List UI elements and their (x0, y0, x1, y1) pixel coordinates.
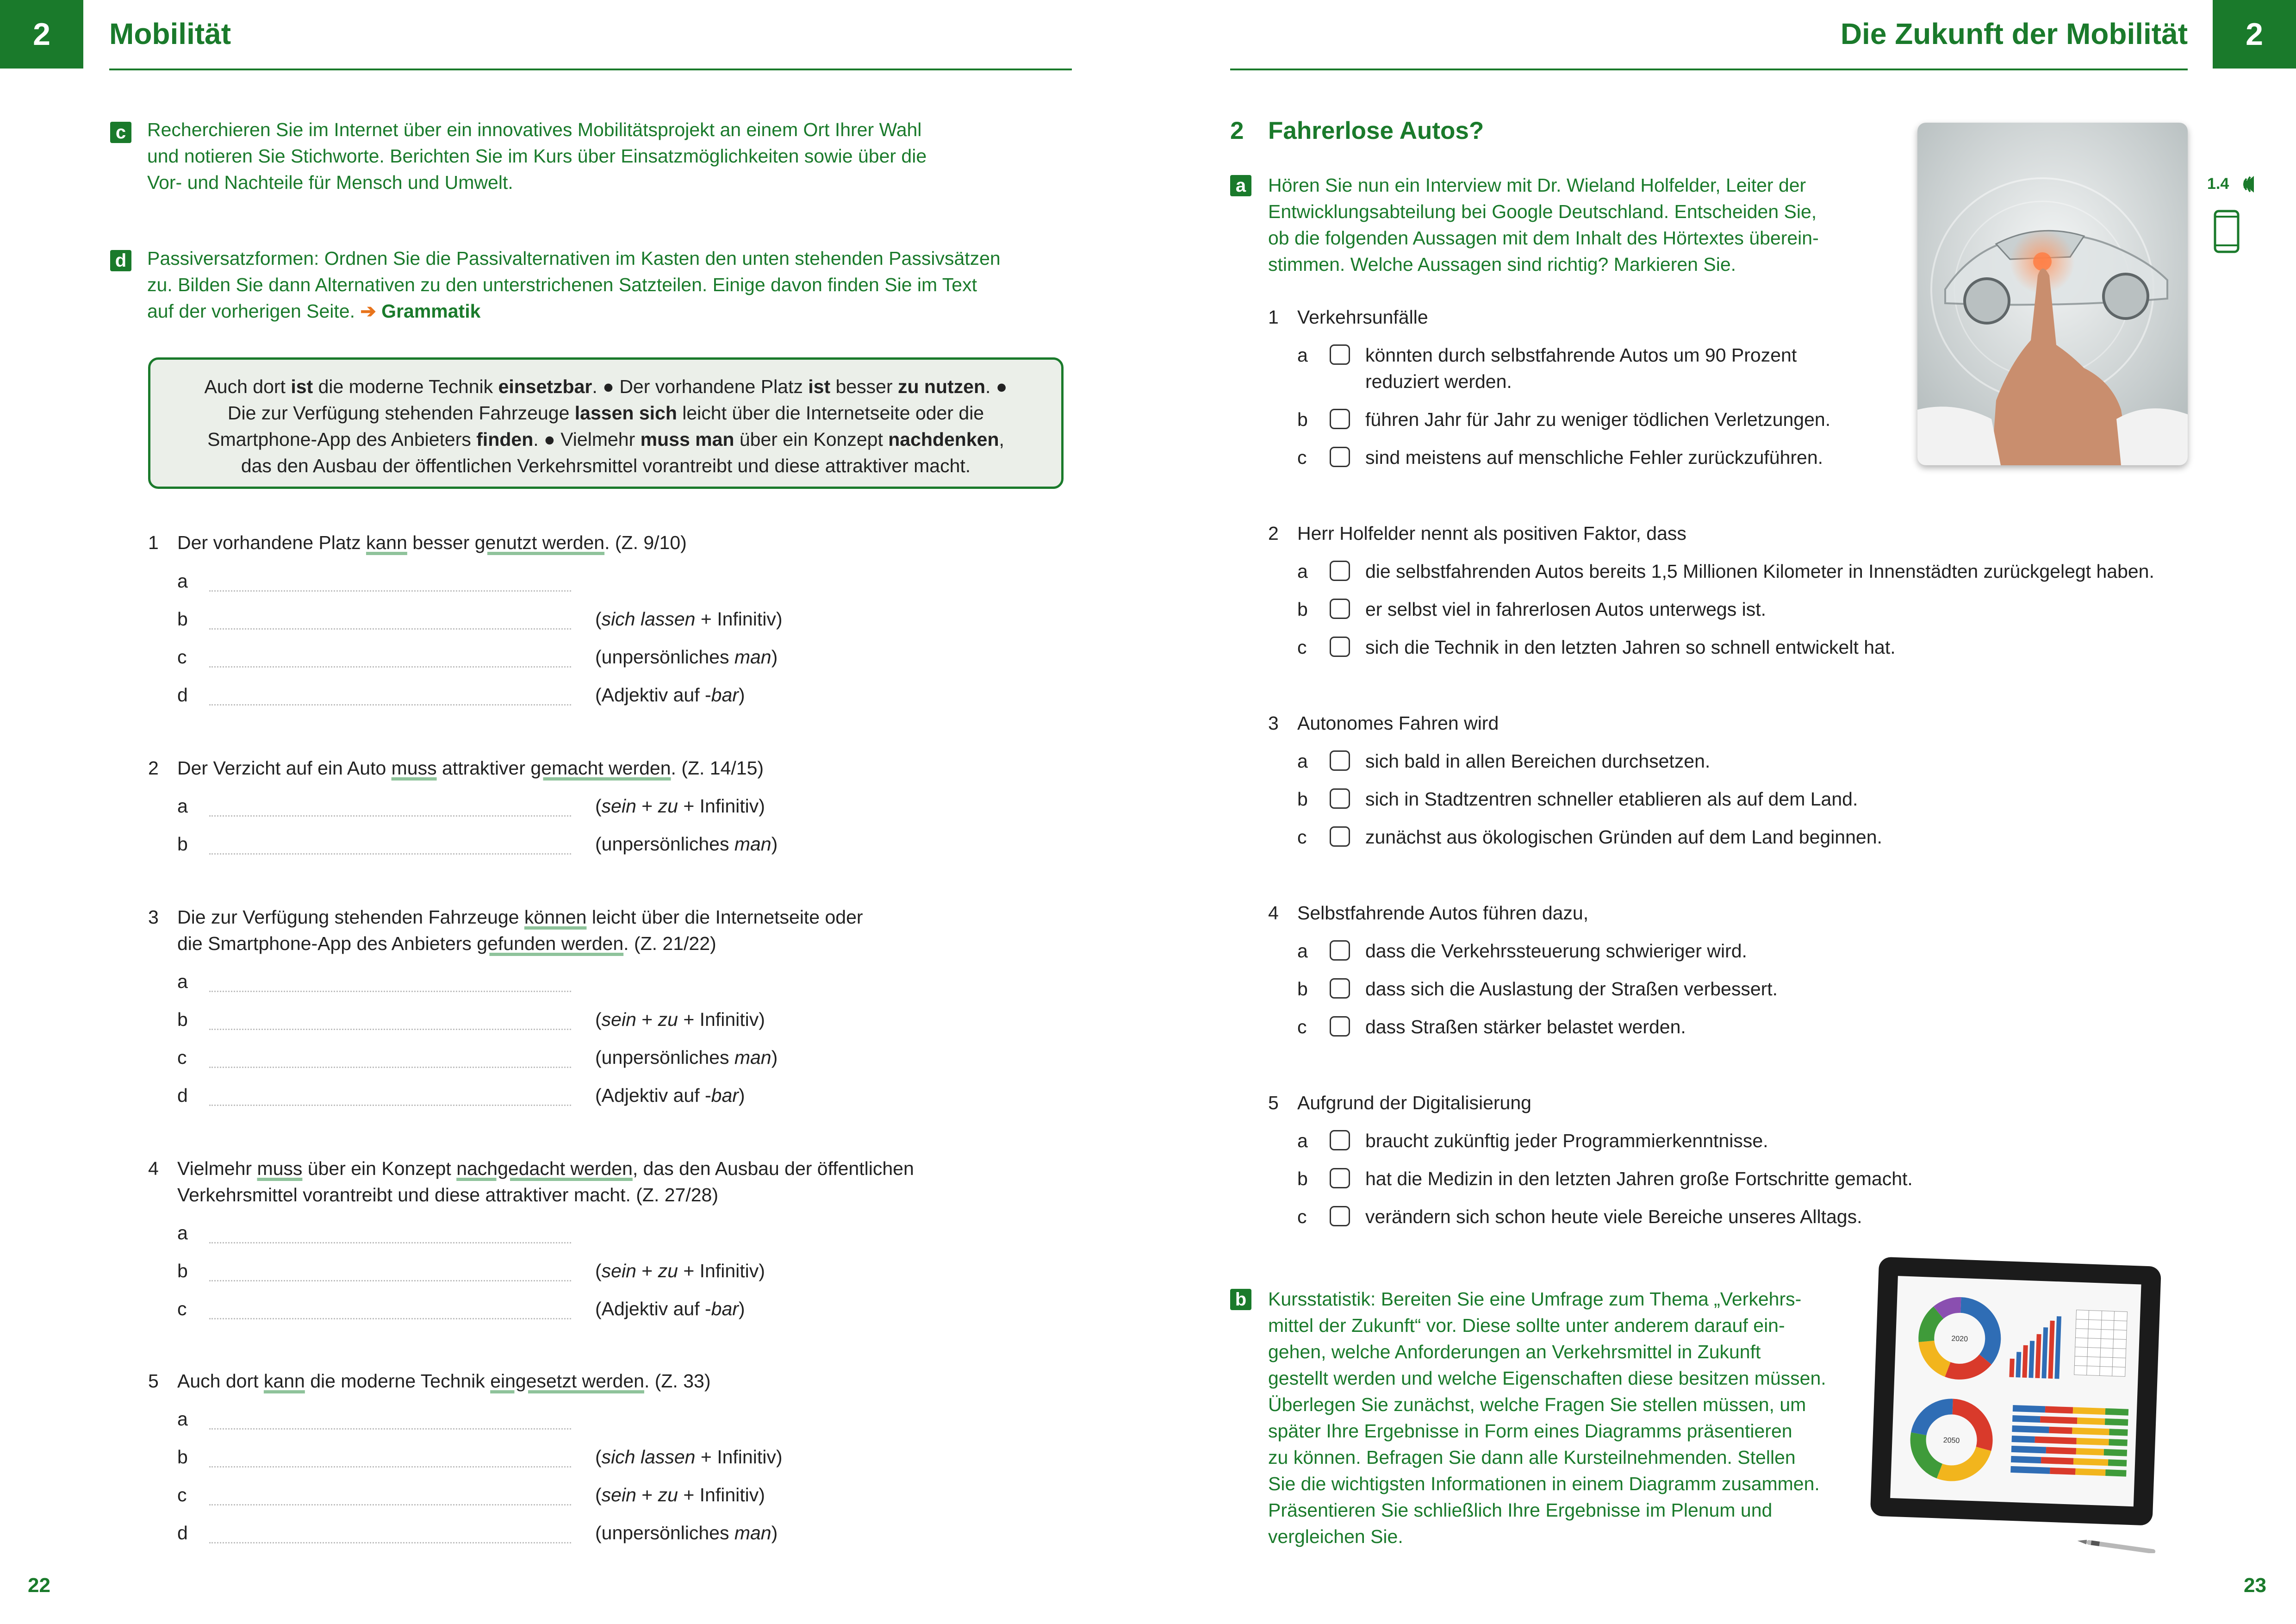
option-letter: a (1297, 940, 1308, 962)
row-letter: a (177, 1222, 188, 1243)
hologram-car-photo (1917, 123, 2188, 465)
arrow-right-icon: ➔ (360, 300, 376, 322)
speaker-icon[interactable] (2240, 172, 2268, 199)
option-text: er selbst viel in fahrerlosen Autos unterwegs ist. (1365, 599, 1766, 620)
checkbox[interactable] (1330, 599, 1350, 619)
exercise-sentence: Der Verzicht auf ein Auto muss attraktiver gemacht werden. (Z. 14/15) (177, 757, 764, 779)
answer-line[interactable] (209, 1428, 571, 1430)
checkbox[interactable] (1330, 561, 1350, 581)
hint: (sein + zu + Infinitiv) (595, 1484, 765, 1505)
hint: (unpersönliches man) (595, 833, 778, 855)
hint: (unpersönliches man) (595, 1522, 778, 1543)
checkbox[interactable] (1330, 750, 1350, 771)
task-d-text: Passiversatzformen: Ordnen Sie die Passivalternativen im Kasten den unten stehenden Passivsätzen zu. Bilden Sie dann Alternativen zu den unterstrichenen Satzteilen. Einige davon finden Sie im Text auf der vorherigen Seite. ➔ Grammatik (147, 248, 1001, 322)
chapter-number-right: 2 (2213, 0, 2296, 69)
hint: (sein + zu + Infinitiv) (595, 795, 765, 817)
exercise-sentence: Auch dort kann die moderne Technik eingesetzt werden. (Z. 33) (177, 1370, 711, 1392)
hint: (Adjektiv auf -bar) (595, 1298, 745, 1319)
question-number: 2 (1268, 523, 1279, 544)
checkbox[interactable] (1330, 788, 1350, 809)
exercise-number: 4 (148, 1158, 159, 1179)
svg-text:2050: 2050 (1943, 1436, 1960, 1445)
row-letter: c (177, 646, 187, 668)
option-letter: a (1297, 750, 1308, 772)
tablet-illustration (1865, 1257, 2161, 1553)
exercise-number: 3 (148, 906, 159, 928)
option-text: führen Jahr für Jahr zu weniger tödlichen Verletzungen. (1365, 409, 1831, 430)
row-letter: d (177, 1085, 188, 1106)
answer-line[interactable] (209, 1067, 571, 1068)
row-letter: b (177, 608, 188, 630)
option-text-cont: reduziert werden. (1365, 371, 1512, 392)
answer-line[interactable] (209, 815, 571, 817)
svg-text:2020: 2020 (1951, 1335, 1968, 1343)
checkbox[interactable] (1330, 1130, 1350, 1150)
exercise-sentence: Die zur Verfügung stehenden Fahrzeuge können leicht über die Internetseite oder (177, 906, 863, 928)
grammar-link[interactable]: Grammatik (381, 300, 481, 322)
hint: (sich lassen + Infinitiv) (595, 1446, 783, 1468)
option-letter: c (1297, 1016, 1307, 1037)
answer-line[interactable] (209, 1242, 571, 1243)
answer-line[interactable] (209, 1466, 571, 1468)
exercise-sentence: Der vorhandene Platz kann besser genutzt werden. (Z. 9/10) (177, 532, 687, 553)
row-letter: a (177, 1408, 188, 1430)
checkbox[interactable] (1330, 447, 1350, 467)
chapter-title-left: Mobilität (109, 17, 231, 50)
answer-line[interactable] (209, 628, 571, 630)
task-c-badge: c (110, 122, 131, 143)
answer-line[interactable] (209, 704, 571, 706)
row-letter: b (177, 1260, 188, 1281)
smartphone-icon (2213, 209, 2240, 256)
option-letter: b (1297, 788, 1308, 810)
option-text: zunächst aus ökologischen Gründen auf dem Land beginnen. (1365, 826, 1882, 848)
answer-line[interactable] (209, 1280, 571, 1281)
audio-track-number: 1.4 (2207, 175, 2229, 193)
answer-line[interactable] (209, 1029, 571, 1030)
checkbox[interactable] (1330, 637, 1350, 657)
option-text: sich bald in allen Bereichen durchsetzen. (1365, 750, 1711, 772)
option-letter: b (1297, 409, 1308, 430)
task-b-badge: b (1230, 1289, 1251, 1310)
option-letter: c (1297, 1206, 1307, 1227)
row-letter: c (177, 1298, 187, 1319)
row-letter: a (177, 795, 188, 817)
checkbox[interactable] (1330, 1016, 1350, 1037)
exercise-number: 5 (148, 1370, 159, 1392)
header-rule-right (1230, 69, 2188, 70)
answer-line[interactable] (209, 1318, 571, 1319)
page-number-right: 23 (2244, 1574, 2266, 1597)
exercise-sentence-cont: die Smartphone-App des Anbieters gefunden werden. (Z. 21/22) (177, 933, 716, 954)
option-text: dass sich die Auslastung der Straßen verbessert. (1365, 978, 1778, 999)
option-text: die selbstfahrenden Autos bereits 1,5 Millionen Kilometer in Innenstädten zurückgelegt haben. (1365, 561, 2154, 582)
checkbox[interactable] (1330, 1168, 1350, 1188)
hint: (sein + zu + Infinitiv) (595, 1260, 765, 1281)
answer-line[interactable] (209, 1542, 571, 1543)
checkbox[interactable] (1330, 1206, 1350, 1226)
row-letter: c (177, 1484, 187, 1505)
row-letter: d (177, 684, 188, 706)
option-letter: c (1297, 447, 1307, 468)
exercise-number: 2 (148, 757, 159, 779)
question-number: 1 (1268, 306, 1279, 328)
answer-line[interactable] (209, 991, 571, 992)
option-letter: c (1297, 637, 1307, 658)
header-rule-left (109, 69, 1072, 70)
option-letter: b (1297, 1168, 1308, 1189)
hint: (unpersönliches man) (595, 1047, 778, 1068)
option-text: sind meistens auf menschliche Fehler zurückzuführen. (1365, 447, 1823, 468)
task-b-text: Kursstatistik: Bereiten Sie eine Umfrage zum Thema „Verkehrs- mittel der Zukunft“ vor. Diese sollte unter anderem darauf ein- gehen, welche Anforderungen an Verkehrsmittel in Zukunft gestellt werden und welche Eigenschaften diese besitzen müssen. Überlegen Sie zunächst, welche Fragen Sie stellen müssen, um später Ihre Ergebnisse in Form eines Diagramms präsentieren zu können. Befragen Sie dann alle Kursteilnehmenden. Stellen Sie die wichtigsten Informationen in einem Diagramm zusammen. Präsentieren Sie schließlich Ihre Ergebnisse im Plenum und vergleichen Sie. (1268, 1288, 1826, 1547)
exercise-sentence-cont: Verkehrsmittel vorantreibt und diese attraktiver macht. (Z. 27/28) (177, 1184, 719, 1206)
checkbox[interactable] (1330, 940, 1350, 961)
exercise-number: 1 (148, 532, 159, 553)
question-stem: Herr Holfelder nennt als positiven Faktor, dass (1297, 523, 1686, 544)
hint: (sich lassen + Infinitiv) (595, 608, 783, 630)
question-number: 4 (1268, 902, 1279, 924)
answer-line[interactable] (209, 1105, 571, 1106)
option-text: dass Straßen stärker belastet werden. (1365, 1016, 1686, 1037)
option-text: hat die Medizin in den letzten Jahren große Fortschritte gemacht. (1365, 1168, 1913, 1189)
option-text: sich die Technik in den letzten Jahren so schnell entwickelt hat. (1365, 637, 1896, 658)
row-letter: d (177, 1522, 188, 1543)
task-d-badge: d (110, 250, 131, 271)
section-title: Fahrerlose Autos? (1268, 117, 1484, 144)
task-a-badge: a (1230, 175, 1251, 196)
option-text: verändern sich schon heute viele Bereiche unseres Alltags. (1365, 1206, 1862, 1227)
option-letter: c (1297, 826, 1307, 848)
row-letter: c (177, 1047, 187, 1068)
passive-alternatives-box: Auch dort ist die moderne Technik einsetzbar. ● Der vorhandene Platz ist besser zu nutzen. ● Die zur Verfügung stehenden Fahrzeuge lassen sich leicht über die Internetseite oder die Smartphone-App des Anbieters finden. ● Vielmehr muss man über ein Konzept nachdenken, das den Ausbau der öffentlichen Verkehrsmittel vorantreibt und diese attraktiver macht. (148, 357, 1064, 489)
option-text: dass die Verkehrssteuerung schwieriger wird. (1365, 940, 1747, 962)
hint: (sein + zu + Infinitiv) (595, 1009, 765, 1030)
row-letter: a (177, 971, 188, 992)
checkbox[interactable] (1330, 978, 1350, 999)
question-stem: Selbstfahrende Autos führen dazu, (1297, 902, 1589, 924)
option-letter: a (1297, 1130, 1308, 1151)
checkbox[interactable] (1330, 409, 1350, 429)
option-letter: b (1297, 978, 1308, 999)
section-number: 2 (1230, 117, 1244, 144)
question-stem: Autonomes Fahren wird (1297, 712, 1499, 734)
option-letter: b (1297, 599, 1308, 620)
exercise-sentence: Vielmehr muss über ein Konzept nachgedacht werden, das den Ausbau der öffentlichen (177, 1158, 914, 1179)
answer-line[interactable] (209, 666, 571, 668)
checkbox[interactable] (1330, 826, 1350, 847)
question-number: 3 (1268, 712, 1279, 734)
option-text: sich in Stadtzentren schneller etablieren als auf dem Land. (1365, 788, 1858, 810)
answer-line[interactable] (209, 590, 571, 592)
hint: (unpersönliches man) (595, 646, 778, 668)
question-stem: Verkehrsunfälle (1297, 306, 1428, 328)
row-letter: b (177, 833, 188, 855)
chapter-number-left: 2 (0, 0, 83, 69)
checkbox[interactable] (1330, 344, 1350, 365)
option-text: könnten durch selbstfahrende Autos um 90 Prozent (1365, 344, 1797, 366)
chapter-title-right: Die Zukunft der Mobilität (1840, 17, 2188, 50)
hint: (Adjektiv auf -bar) (595, 684, 745, 706)
page-number-left: 22 (28, 1574, 50, 1597)
row-letter: a (177, 570, 188, 592)
question-stem: Aufgrund der Digitalisierung (1297, 1092, 1531, 1113)
hint: (Adjektiv auf -bar) (595, 1085, 745, 1106)
question-number: 5 (1268, 1092, 1279, 1113)
task-a-text: Hören Sie nun ein Interview mit Dr. Wieland Holfelder, Leiter der Entwicklungsabteilung bei Google Deutschland. Entscheiden Sie, ob die folgenden Aussagen mit dem Inhalt des Hörtextes überein- stimmen. Welche Aussagen sind richtig? Markieren Sie. (1268, 175, 1819, 275)
answer-line[interactable] (209, 1504, 571, 1505)
option-text: braucht zukünftig jeder Programmierkenntnisse. (1365, 1130, 1768, 1151)
option-letter: a (1297, 344, 1308, 366)
row-letter: b (177, 1446, 188, 1468)
task-c-text: Recherchieren Sie im Internet über ein innovatives Mobilitätsprojekt an einem Ort Ihrer Wahl und notieren Sie Stichworte. Berichten Sie im Kurs über Einsatzmöglichkeiten sowie über die Vor- und Nachteile für Mensch und Umwelt. (147, 119, 927, 193)
answer-line[interactable] (209, 853, 571, 855)
row-letter: b (177, 1009, 188, 1030)
option-letter: a (1297, 561, 1308, 582)
